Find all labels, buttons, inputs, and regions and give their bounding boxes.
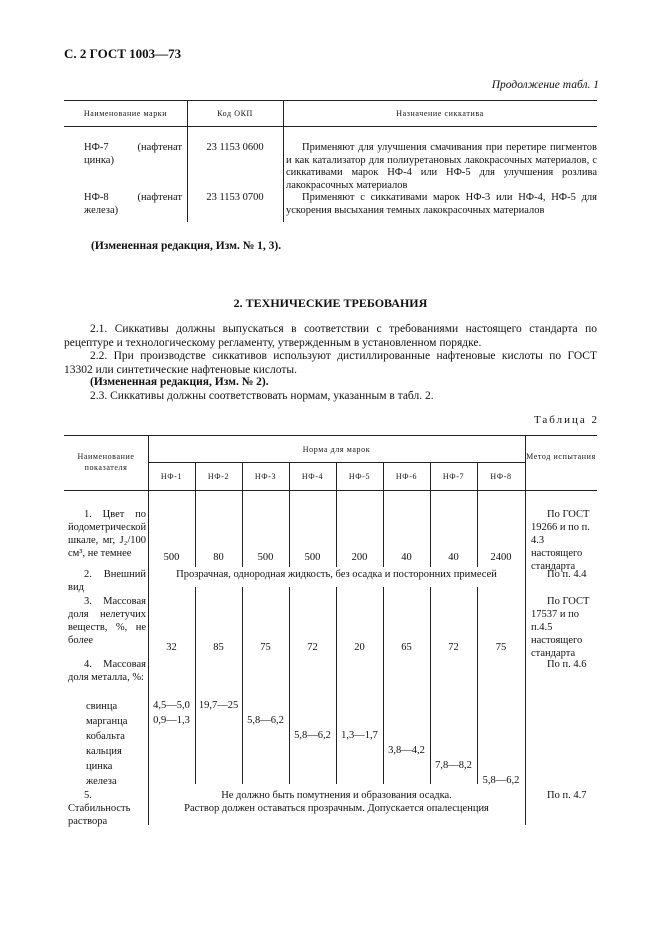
table2-col-divider [195,587,196,784]
value-cell: 1,3—1,7 [341,730,378,741]
table2-col-divider [242,587,243,784]
row-name-nonvolatile: 3. Массовая доля нелетучих веществ, %, не более [68,596,146,646]
table2-header-norm: Норма для марок [302,445,371,454]
table2-header-rule [64,490,597,491]
value-cell: 40 [401,552,412,563]
amendment-note: (Измененная редакция, Изм. № 1, 3). [91,240,282,252]
mark-header: НФ-6 [395,472,418,481]
method-cell: По п. 4.6 [547,659,587,670]
table2-header-method: Метод испытания [526,452,596,461]
mark-header: НФ-2 [207,472,230,481]
table1-header-rule [64,126,597,127]
metal-label: марганца [86,716,128,727]
method-cell: По ГОСТ 19266 и по п. 4.3 настоящего стандарта [531,509,590,572]
value-cell: 500 [304,552,321,563]
value-cell: 40 [448,552,459,563]
paragraph-2-3: 2.3. Сиккативы должны соответствовать нормам, указанным в табл. 2. [90,390,434,402]
amendment-note: (Измененная редакция, Изм. № 2). [90,376,269,388]
table2-col-divider [289,587,290,784]
row-name-metal: 4. Массовая доля металла, %: [68,659,146,683]
mark-header: НФ-8 [490,472,512,481]
value-cell: 5,8—6,2 [482,775,520,786]
table-continuation-label: Продолжение табл. 1 [491,79,599,91]
value-cell: 200 [351,552,368,563]
table1-header-purpose: Назначение сиккатива [396,109,484,118]
table1-row-purpose: Применяют с сиккативами марок НФ-3 или НФ-4, НФ-5 для ускорения высыхания темных лакокрасочных материалов [286,192,597,216]
method-cell: По п. 4.4 [547,569,587,580]
appearance-value: Прозрачная, однородная жидкость, без осадка и посторонних примесей [176,569,497,580]
stability-value: Раствор должен оставаться прозрачным. Допускается опалесценция [184,803,489,814]
metal-label: свинца [86,701,118,712]
value-cell: 2400 [490,552,512,563]
value-cell: 80 [213,552,224,563]
value-cell: 3,8—4,2 [388,745,425,756]
table1-top-rule [64,100,597,101]
table2-header-name: Наименование показателя [77,452,135,472]
value-cell: 20 [354,642,365,653]
table1-row-code: 23 1153 0600 [206,142,264,153]
metal-label: кальция [86,746,122,757]
row-name-appearance: 2. Внешний вид [68,569,146,593]
table1-col-divider [283,100,284,222]
value-cell: 32 [166,642,177,653]
method-cell: По ГОСТ 17537 и по п.4.5 настоящего стандарта [531,596,590,659]
table2-col-divider [525,435,526,825]
table2-col-divider [430,587,431,784]
value-cell: 4,5—5,0 [153,700,190,711]
table2-col-divider [148,435,149,825]
mark-header: НФ-1 [160,472,183,481]
value-cell: 85 [213,642,224,653]
row-name-stability: 5. Стабильность раствора [68,790,131,827]
value-cell: 72 [307,642,318,653]
table2-col-divider [477,587,478,784]
value-cell: 0,9—1,3 [153,715,190,726]
table1-row-purpose: Применяют для улучшения смачивания при перетире пигментов и как катализатор для полиуретановых лакокрасочных материалов, с сиккативами марок НФ-4 или НФ-5 для улучшения розлива лакокрасочных материалов [286,142,597,191]
value-cell: 500 [257,552,274,563]
value-cell: 75 [495,642,507,653]
mark-header: НФ-4 [301,472,324,481]
metal-label: цинка [86,761,113,772]
value-cell: 19,7—25 [198,700,239,711]
table1-header-name: Наименование марки [83,109,168,118]
value-cell: 5,8—6,2 [247,715,284,726]
table2-top-rule [64,435,597,436]
table2-col-divider [336,587,337,784]
metal-label: кобальта [86,731,125,742]
mark-header: НФ-3 [254,472,277,481]
table2-label: Таблица 2 [533,414,599,426]
section-title: 2. ТЕХНИЧЕСКИЕ ТРЕБОВАНИЯ [233,296,428,310]
table1-header-code: Код ОКП [217,109,253,118]
value-cell: 500 [163,552,180,563]
value-cell: 5,8—6,2 [294,730,331,741]
table1-row-name: НФ-7 (нафтенат цинка) [84,142,182,166]
metal-label: железа [86,776,117,787]
method-cell: По п. 4.7 [547,790,587,801]
table1-row-code: 23 1153 0700 [206,192,264,203]
value-cell: 65 [401,642,412,653]
value-cell: 72 [448,642,459,653]
row-name-color: 1. Цвет по йодометрической шкале, мг, J₂/100 см³, не темнее [68,509,147,559]
paragraph-2-1: 2.1. Сиккативы должны выпускаться в соответствии с требованиями настоящего стандарта по рецептуре и технологическому регламенту, утвержденным в установленном порядке. [64,323,597,349]
paragraph-2-2: 2.2. При производстве сиккативов используют дистиллированные нафтеновые кислоты по ГОСТ 13302 или синтетические нафтеновые кислоты. [64,350,597,376]
table1-row-name: НФ-8 (нафтенат железа) [84,192,182,216]
mark-header: НФ-7 [442,472,465,481]
page-header: С. 2 ГОСТ 1003—73 [64,46,182,61]
value-cell: 75 [260,642,271,653]
mark-header: НФ-5 [348,472,371,481]
value-cell: 7,8—8,2 [435,760,472,771]
stability-value: Не должно быть помутнения и образования осадка. [221,790,452,801]
